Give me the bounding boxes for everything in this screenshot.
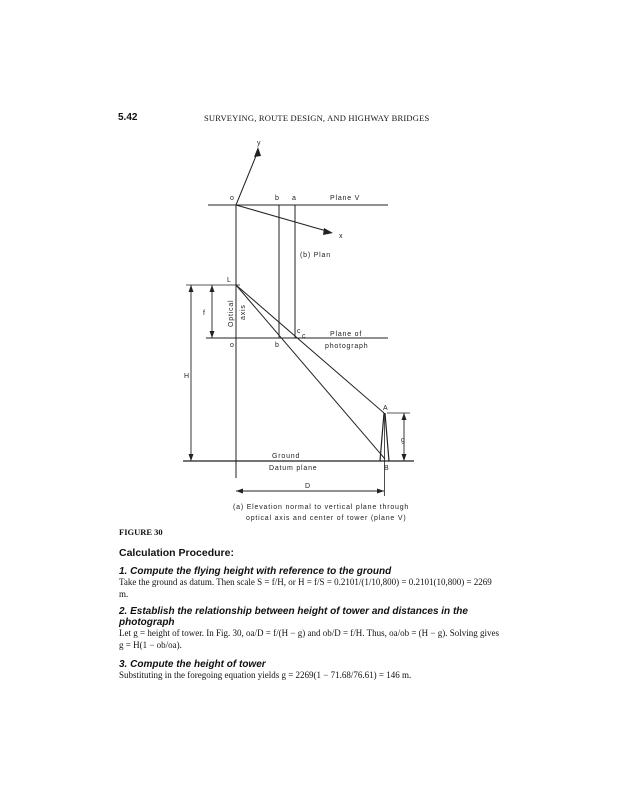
step-1-body: Take the ground as datum. Then scale S = f/H, or H = f/S = 0.2101/(1/10,800) = 0.2101(10,800) = 2269 m. [119, 577, 492, 599]
running-title: SURVEYING, ROUTE DESIGN, AND HIGHWAY BRIDGES [204, 113, 430, 123]
x-axis-line [236, 205, 330, 232]
ray-L-to-B [236, 285, 385, 459]
y-axis-line [236, 151, 258, 205]
label-f: f [203, 310, 206, 317]
elevation-caption-line1: (a) Elevation normal to vertical plane through [233, 504, 410, 511]
tower-right-leg [385, 413, 389, 461]
label-H: H [184, 373, 190, 380]
label-photograph: photograph [325, 343, 369, 350]
label-o-mid: o [230, 342, 235, 349]
label-plan: (b) Plan [300, 252, 331, 259]
step-1-title: 1. Compute the flying height with reference to the ground [119, 566, 392, 577]
step-3-title: 3. Compute the height of tower [119, 659, 266, 670]
label-D: D [305, 483, 311, 490]
label-x: x [339, 233, 344, 240]
label-A: A [383, 405, 389, 412]
D-arrow-right [377, 489, 384, 494]
label-plane-v: Plane V [330, 195, 361, 202]
step-2-body: Let g = height of tower. In Fig. 30, oa/D = f/(H − g) and ob/D = f/H. Thus, oa/ob = (H − g). Solving gives g = H(1 − ob/oa). [119, 628, 499, 650]
label-datum: Datum plane [269, 465, 318, 472]
f-arrow-top [210, 285, 215, 292]
step-2-title: 2. Establish the relationship between height of tower and distances in the photograph [119, 606, 468, 628]
x-arrowhead [323, 228, 333, 235]
label-a-top: a [292, 195, 297, 202]
label-axis: axis [240, 304, 247, 320]
label-optical: Optical [228, 299, 235, 327]
label-g: g [401, 437, 406, 444]
label-ground: Ground [272, 453, 301, 460]
label-b-top: b [275, 195, 280, 202]
y-arrowhead [254, 147, 261, 157]
g-arrow-bottom [402, 454, 407, 461]
label-c2: c [302, 333, 307, 340]
label-b-mid: b [275, 342, 280, 349]
g-arrow-top [402, 413, 407, 420]
label-c: c [297, 328, 302, 335]
label-L: L [227, 277, 232, 284]
figure-caption: FIGURE 30 [119, 527, 163, 537]
f-arrow-bottom [210, 331, 215, 338]
elevation-caption-line2: optical axis and center of tower (plane V) [246, 515, 407, 522]
page-number: 5.42 [118, 112, 138, 123]
step-3-body: Substituting in the foregoing equation yields g = 2269(1 − 71.68/76.61) = 146 m. [119, 670, 412, 680]
label-B: B [384, 465, 390, 472]
H-arrow-bottom [189, 454, 194, 461]
label-plane-of: Plane of [330, 331, 363, 338]
step-1 [119, 566, 499, 600]
step-2 [119, 606, 499, 651]
procedure-heading: Calculation Procedure: [119, 547, 234, 559]
H-arrow-top [189, 285, 194, 292]
label-y: y [257, 140, 262, 147]
tower-left-leg [380, 413, 384, 461]
label-o-top: o [230, 195, 235, 202]
step-3 [119, 659, 499, 682]
D-arrow-left [236, 489, 243, 494]
